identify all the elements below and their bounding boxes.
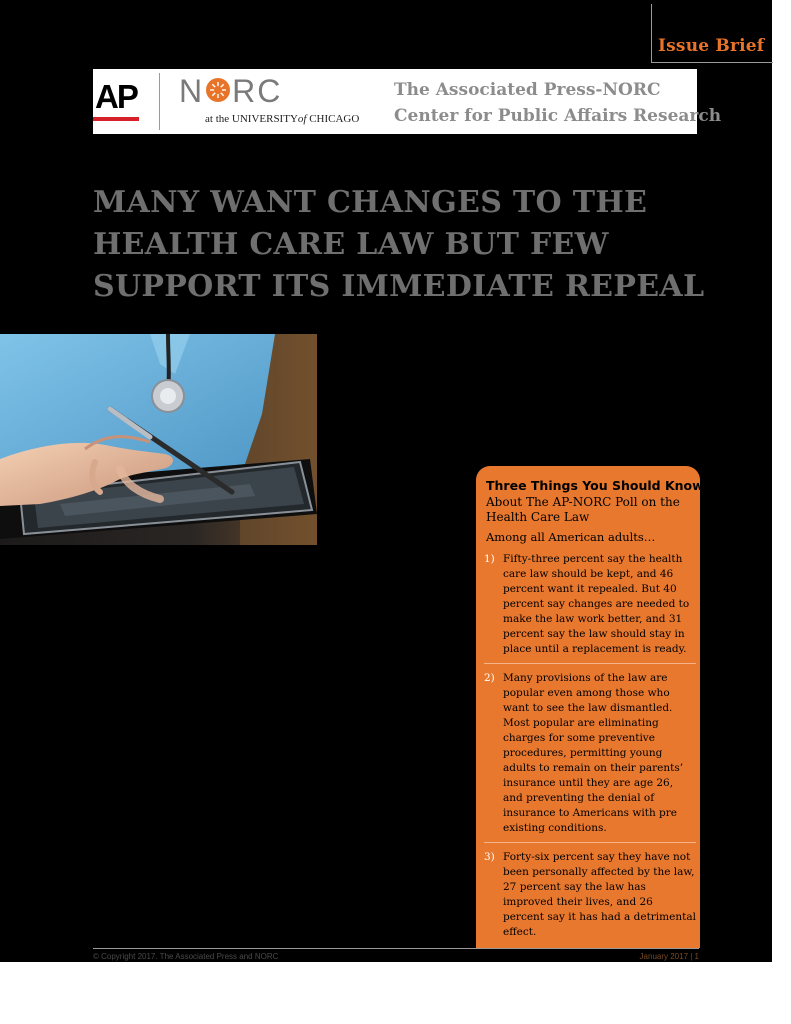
- key-finding-text: Forty-six percent say they have not been personally affected by the law, 27 percent say the law has improved their lives, and 26 percent say it has had a detrimental effect.: [503, 851, 696, 938]
- key-findings-lead: Among all American adults…: [486, 530, 656, 544]
- ap-logo: AP: [95, 78, 137, 115]
- norc-university-line: [205, 113, 359, 125]
- footer-divider: [93, 948, 699, 949]
- logo-divider: [159, 73, 160, 130]
- key-finding-number: 1): [484, 553, 495, 565]
- key-finding-number: 2): [484, 672, 495, 684]
- key-finding-text: Fifty-three percent say the health care law should be kept, and 46 percent want it repealed. But 40 percent say changes are needed to make the law work better, and 31 percent say the law should stay in place until a replacement is ready.: [503, 553, 690, 655]
- norc-sub-of: of: [297, 113, 307, 125]
- issue-brief-label: Issue Brief: [658, 36, 765, 56]
- key-finding-divider: [484, 663, 696, 664]
- footer-date-page: January 2017 | 1: [639, 952, 699, 961]
- norc-sun-icon: [205, 77, 231, 103]
- key-findings-title: Three Things You Should Know: [486, 478, 704, 493]
- norc-logo: [179, 75, 282, 107]
- norc-logo-n: N: [179, 73, 205, 109]
- norc-logo-rc: RC: [232, 73, 283, 109]
- center-name-line-2: Center for Public Affairs Research: [394, 106, 722, 126]
- doctor-tablet-photo: [0, 334, 317, 545]
- footer-copyright: © Copyright 2017. The Associated Press and NORC: [93, 952, 279, 961]
- norc-sub-prefix: at the: [205, 113, 232, 125]
- key-finding-divider: [484, 842, 696, 843]
- key-findings-list: [484, 552, 696, 940]
- key-findings-box: [476, 466, 704, 948]
- page-title: MANY WANT CHANGES TO THE HEALTH CARE LAW BUT FEW SUPPORT ITS IMMEDIATE REPEAL: [93, 185, 705, 304]
- center-name: [394, 77, 721, 129]
- key-finding-item: [484, 850, 696, 940]
- key-findings-subtitle: About The AP-NORC Poll on the Health Care Law: [486, 495, 680, 524]
- key-finding-item: [484, 671, 696, 836]
- key-finding-number: 3): [484, 851, 495, 863]
- ap-logo-underline: [93, 117, 139, 121]
- norc-sub-university: UNIVERSITY: [231, 113, 298, 125]
- key-finding-text: Many provisions of the law are popular even among those who want to see the law dismantled. Most popular are eliminating charges for some preventive procedures, permitting young adults to remain on their parents’ insurance until they are age 26, and preventing the denial of insurance to Americans with pre existing conditions.: [503, 672, 684, 834]
- logo-banner: [93, 69, 722, 134]
- key-finding-item: [484, 552, 696, 657]
- norc-sub-city: CHICAGO: [306, 113, 360, 125]
- center-name-line-1: The Associated Press-NORC: [394, 80, 661, 100]
